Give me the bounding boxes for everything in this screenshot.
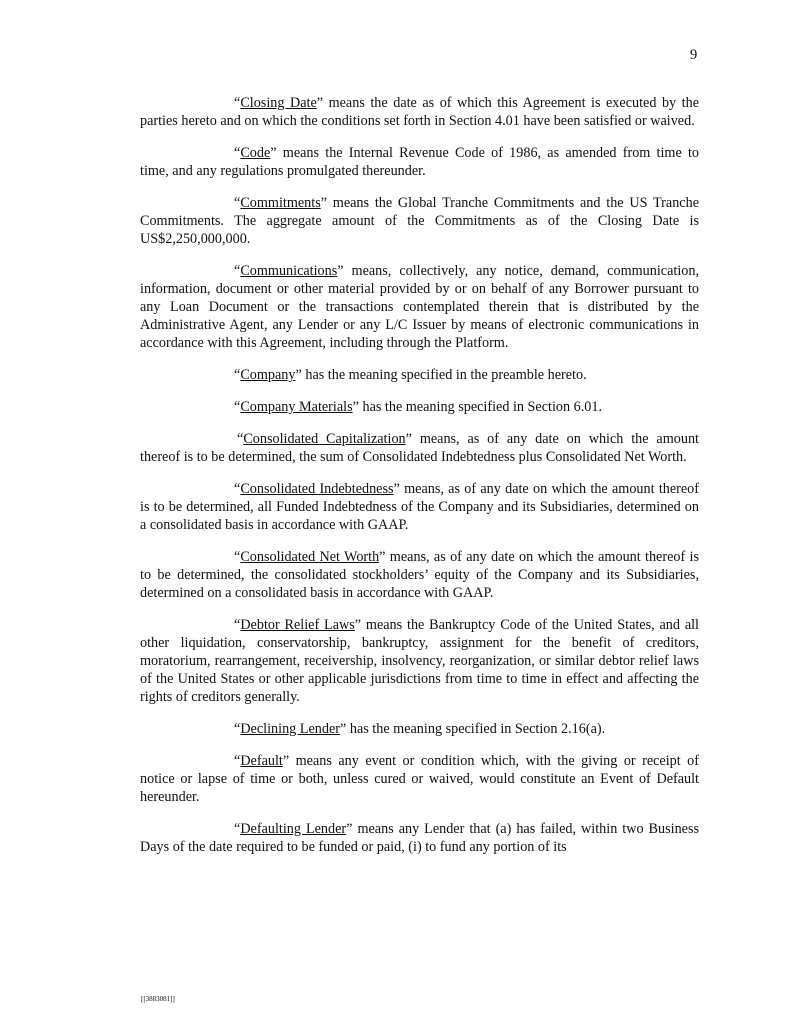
defined-term: Consolidated Capitalization (243, 431, 406, 447)
definition-consolidated-capitalization: “Consolidated Capitalization” means, as of any date on which the amount thereof is to be determined, the sum of Consolidated Indebtedness plus Consolidated Net Worth. (140, 431, 699, 465)
definition-text: means the Bankruptcy Code of the United States, and all other liquidation, conservatorship, bankruptcy, assignment for the benefit of creditors, moratorium, rearrangement, receivership, insolvency, reorganization, or similar debtor relief laws of the United States or other applicable jurisdictions from time to time in effect and affecting the rights of creditors generally. (140, 617, 699, 705)
definition-text: means the Internal Revenue Code of 1986, as amended from time to time, and any regulations promulgated thereunder. (140, 145, 699, 179)
definition-text: means, collectively, any notice, demand, communication, information, document or other material provided by or on behalf of any Borrower pursuant to any Loan Document or the transactions contemplated therein that is distributed by the Administrative Agent, any Lender or any L/C Issuer by means of electronic communications in accordance with this Agreement, including through the Platform. (140, 263, 699, 351)
defined-term: Closing Date (240, 95, 317, 111)
definition-text: means any event or condition which, with the giving or receipt of notice or lapse of time or both, unless cured or waived, would constitute an Event of Default hereunder. (140, 753, 699, 805)
definition-default: “Default” means any event or condition which, with the giving or receipt of notice or lapse of time or both, unless cured or waived, would constitute an Event of Default hereunder. (140, 753, 699, 805)
definition-text: means the Global Tranche Commitments and the US Tranche Commitments. The aggregate amount of the Commitments as of the Closing Date is US$2,250,000,000. (140, 195, 699, 247)
definition-consolidated-net-worth: “Consolidated Net Worth” means, as of any date on which the amount thereof is to be determined, the consolidated stockholders’ equity of the Company and its Subsidiaries, determined on a consolidated basis in accordance with GAAP. (140, 549, 699, 601)
defined-term: Communications (240, 263, 338, 279)
page-number: 9 (690, 47, 698, 63)
defined-term: Code (240, 145, 271, 161)
definition-commitments: “Commitments” means the Global Tranche Commitments and the US Tranche Commitments. The aggregate amount of the Commitments as of the Closing Date is US$2,250,000,000. (140, 195, 699, 247)
definition-text: has the meaning specified in Section 2.16(a). (346, 721, 606, 737)
definition-text: means the date as of which this Agreement is executed by the parties hereto and on which the conditions set forth in Section 4.01 have been satisfied or waived. (140, 95, 699, 129)
definition-consolidated-indebtedness: “Consolidated Indebtedness” means, as of any date on which the amount thereof is to be determined, all Funded Indebtedness of the Company and its Subsidiaries, determined on a consolidated basis in accordance with GAAP. (140, 481, 699, 533)
defined-term: Debtor Relief Laws (240, 617, 355, 633)
definition-company-materials: “Company Materials” has the meaning specified in Section 6.01. (234, 399, 603, 415)
definition-text: means, as of any date on which the amount thereof is to be determined, the sum of Consolidated Indebtedness plus Consolidated Net Worth. (140, 431, 699, 465)
definition-declining-lender: “Declining Lender” has the meaning specified in Section 2.16(a). (234, 721, 606, 737)
definition-text: means, as of any date on which the amount thereof is to be determined, all Funded Indebtedness of the Company and its Subsidiaries, determined on a consolidated basis in accordance with GAAP. (140, 481, 699, 533)
definition-communications: “Communications” means, collectively, any notice, demand, communication, information, document or other material provided by or on behalf of any Borrower pursuant to any Loan Document or the transactions contemplated therein that is distributed by the Administrative Agent, any Lender or any L/C Issuer by means of electronic communications in accordance with this Agreement, including through the Platform. (140, 263, 699, 351)
definition-text: has the meaning specified in the preamble hereto. (301, 367, 587, 383)
definition-text: means any Lender that (a) has failed, within two Business Days of the date required to be funded or paid, (i) to fund any portion of its (140, 821, 700, 855)
defined-term: Declining Lender (240, 721, 340, 737)
defined-term: Defaulting Lender (240, 821, 347, 837)
definitions-section (140, 94, 699, 870)
defined-term: Consolidated Net Worth (240, 549, 380, 565)
defined-term: Commitments (240, 195, 321, 211)
document-footer-id: [[3883081]] (141, 995, 175, 1003)
definition-text: means, as of any date on which the amount thereof is to be determined, the consolidated stockholders’ equity of the Company and its Subsidiaries, determined on a consolidated basis in accordance with GAAP. (140, 549, 699, 601)
definition-closing-date: “Closing Date” means the date as of which this Agreement is executed by the parties hereto and on which the conditions set forth in Section 4.01 have been satisfied or waived. (140, 95, 699, 129)
definition-company: “Company” has the meaning specified in the preamble hereto. (234, 367, 587, 383)
definition-text: has the meaning specified in Section 6.01. (358, 399, 603, 415)
defined-term: Consolidated Indebtedness (240, 481, 394, 497)
defined-term: Default (240, 753, 283, 769)
definition-defaulting-lender: “Defaulting Lender” means any Lender that (a) has failed, within two Business Days of the date required to be funded or paid, (i) to fund any portion of its (140, 821, 700, 855)
defined-term: Company (240, 367, 296, 383)
definition-code: “Code” means the Internal Revenue Code of 1986, as amended from time to time, and any regulations promulgated thereunder. (140, 145, 699, 179)
definition-debtor-relief-laws: “Debtor Relief Laws” means the Bankruptcy Code of the United States, and all other liquidation, conservatorship, bankruptcy, assignment for the benefit of creditors, moratorium, rearrangement, receivership, insolvency, reorganization, or similar debtor relief laws of the United States or other applicable jurisdictions from time to time in effect and affecting the rights of creditors generally. (140, 617, 699, 705)
defined-term: Company Materials (240, 399, 353, 415)
